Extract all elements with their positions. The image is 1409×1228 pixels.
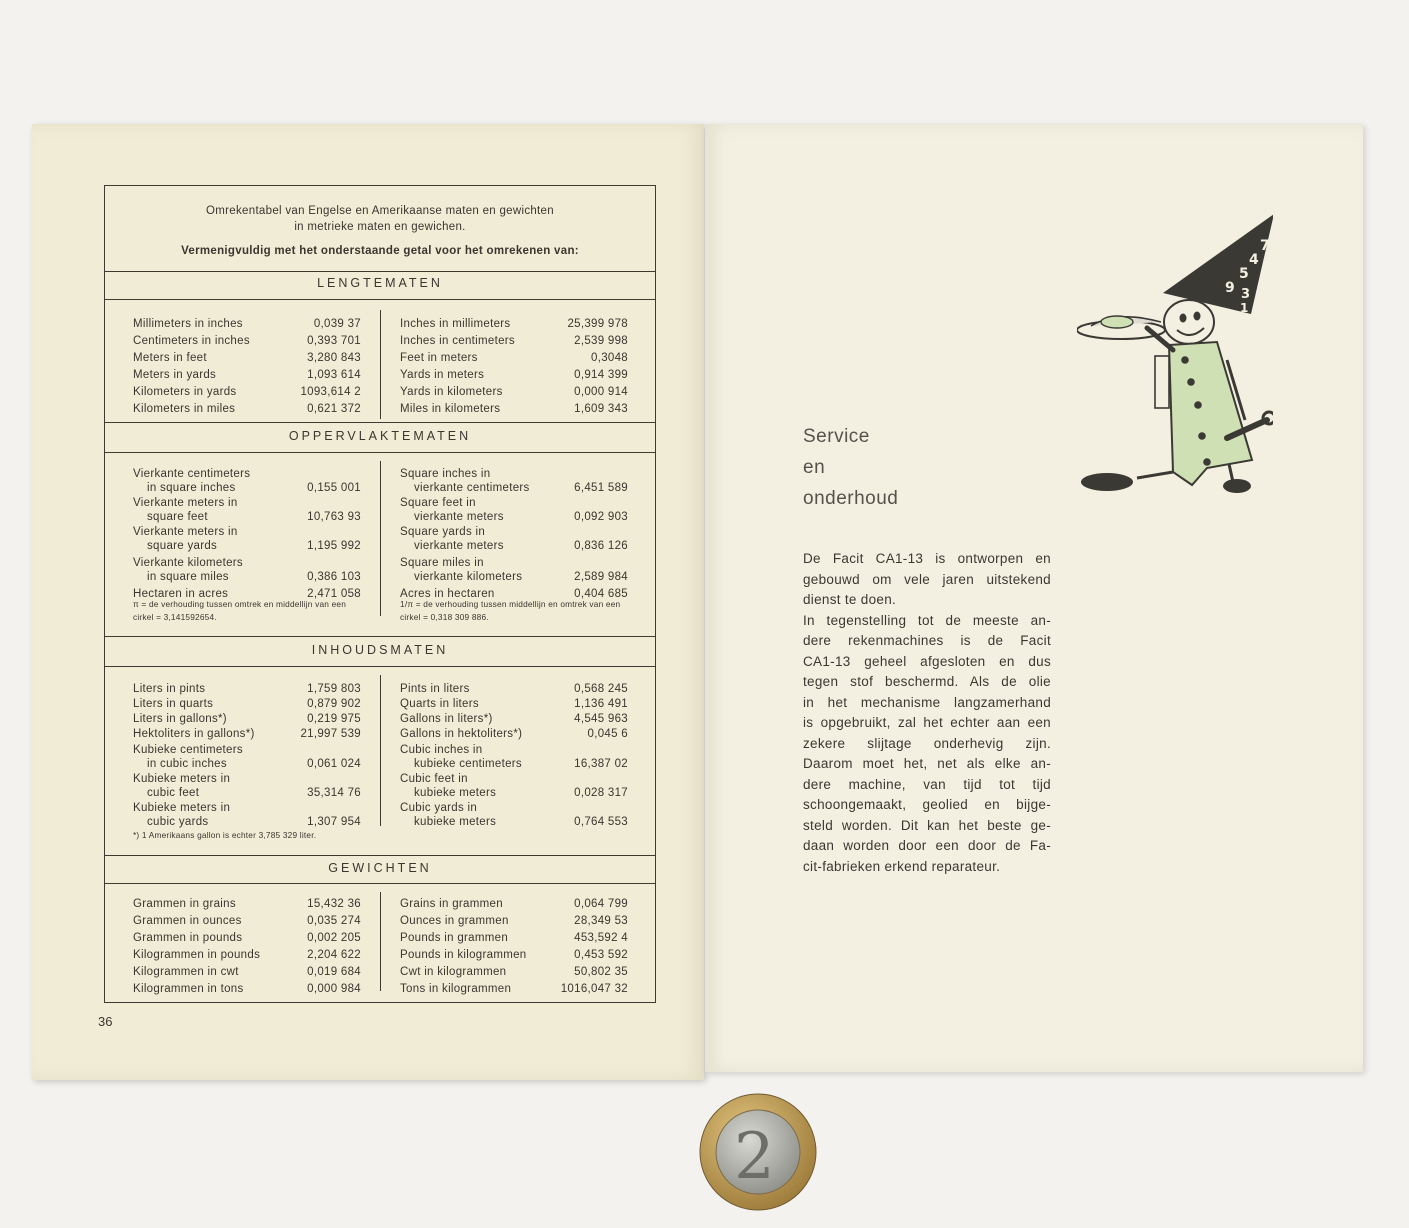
page-number: 36 <box>98 1014 113 1029</box>
conversion-factor: 2,589 984 <box>574 571 628 583</box>
conversion-factor: 0,039 37 <box>313 318 361 330</box>
conversion-factor: 0,453 592 <box>574 949 628 961</box>
section-title-inhoudsmaten: INHOUDSMATEN <box>311 643 449 657</box>
heading-line-2: en <box>803 457 826 478</box>
conversion-label: Vierkante kilometers <box>133 557 243 569</box>
section-rule <box>105 422 655 423</box>
conversion-factor: 0,219 975 <box>307 713 361 725</box>
section-title-gewichten: GEWICHTEN <box>328 861 432 875</box>
conversion-label: Gallons in liters*) <box>400 713 493 725</box>
conversion-factor: 0,404 685 <box>574 588 628 600</box>
body-line: dienst te doen. <box>803 592 897 607</box>
conversion-label: Liters in gallons*) <box>133 713 227 725</box>
napkin <box>1155 356 1169 408</box>
conversion-label: Quarts in liters <box>400 698 479 710</box>
conversion-label: Liters in pints <box>133 683 206 695</box>
conversion-factor: 453,592 4 <box>574 932 628 944</box>
conversion-factor: 0,045 6 <box>587 728 628 740</box>
conversion-factor: 28,349 53 <box>574 915 628 927</box>
mascot-shoe <box>1081 473 1133 491</box>
body-line: cit-fabrieken erkend reparateur. <box>803 858 1001 874</box>
coat-button <box>1203 458 1211 466</box>
conversion-label: Inches in millimeters <box>400 318 511 330</box>
conversion-factor: 15,432 36 <box>307 898 361 910</box>
conversion-label: Acres in hectaren <box>400 588 495 600</box>
conversion-label: Pounds in kilogrammen <box>400 949 527 961</box>
column-divider <box>380 675 381 826</box>
conversion-label-line2: kubieke meters <box>414 787 497 799</box>
conversion-factor: 0,3048 <box>591 352 628 364</box>
conversion-factor: 35,314 76 <box>307 787 361 799</box>
intro-line-1: Omrekentabel van Engelse en Amerikaanse maten en gewichten <box>206 205 554 217</box>
conversion-label-line2: kubieke centimeters <box>414 758 522 770</box>
conversion-label: Yards in kilometers <box>400 386 503 398</box>
conversion-label-line2: vierkante meters <box>414 540 504 552</box>
conversion-label: Kubieke centimeters <box>133 744 243 756</box>
conversion-factor: 1,136 491 <box>574 698 628 710</box>
service-paragraph <box>803 549 1051 877</box>
conversion-factor: 10,763 93 <box>307 511 361 523</box>
conversion-factor: 0,000 984 <box>307 983 361 995</box>
conversion-label: Hektoliters in gallons*) <box>133 728 255 740</box>
conversion-label: Meters in feet <box>133 352 207 364</box>
conversion-label: Cwt in kilogrammen <box>400 966 507 978</box>
column-divider <box>380 892 381 991</box>
conversion-label: Square miles in <box>400 557 484 569</box>
coat-button <box>1187 378 1195 386</box>
hat-digit: 7 <box>1260 238 1270 254</box>
body-line: gebouwd om vele jaren uitstekend <box>803 571 1051 587</box>
conversion-label-line2: in square inches <box>147 482 236 494</box>
conversion-factor: 0,621 372 <box>307 403 361 415</box>
mascot-eye <box>1180 314 1187 323</box>
conversion-factor: 1,759 803 <box>307 683 361 695</box>
conversion-label: Tons in kilogrammen <box>400 983 512 995</box>
conversion-factor: 21,997 539 <box>300 728 361 740</box>
conversion-label: Meters in yards <box>133 369 217 381</box>
conversion-factor: 25,399 978 <box>567 318 628 330</box>
conversion-factor: 0,568 245 <box>574 683 628 695</box>
conversion-factor: 1,609 343 <box>574 403 628 415</box>
conversion-factor: 0,914 399 <box>574 369 628 381</box>
conversion-label: Gallons in hektoliters*) <box>400 728 523 740</box>
conversion-label: Kilometers in yards <box>133 386 237 398</box>
body-line: in het mechanisme langzamerhand <box>803 694 1051 710</box>
mascot-illustration <box>1077 210 1273 500</box>
conversion-factor: 0,764 553 <box>574 816 628 828</box>
coat-button <box>1194 401 1202 409</box>
section-rule <box>105 636 655 637</box>
conversion-label-line2: in square miles <box>147 571 229 583</box>
conversion-factor: 0,386 103 <box>307 571 361 583</box>
body-line: dere rekenmachines is de Facit <box>803 633 1051 648</box>
conversion-factor: 2,204 622 <box>307 949 361 961</box>
coat-button <box>1198 432 1206 440</box>
conversion-factor: 0,028 317 <box>574 787 628 799</box>
body-line: is opgebruikt, zal het echter aan een <box>803 715 1051 730</box>
column-divider <box>380 461 381 616</box>
conversion-factor: 0,000 914 <box>574 386 628 398</box>
conversion-label: Millimeters in inches <box>133 318 243 330</box>
tray-food <box>1101 316 1133 328</box>
section-rule <box>105 666 655 667</box>
conversion-label-line2: square yards <box>147 540 218 552</box>
conversion-label: Ounces in grammen <box>400 915 509 927</box>
mascot-shoe <box>1223 479 1251 493</box>
conversion-table <box>104 185 656 1003</box>
conversion-label: Kilogrammen in cwt <box>133 966 239 978</box>
mascot-body <box>1169 342 1252 485</box>
conversion-label: Vierkante centimeters <box>133 468 251 480</box>
conversion-label-line2: vierkante centimeters <box>414 482 530 494</box>
conversion-factor: 0,002 205 <box>307 932 361 944</box>
intro-instruction: Vermenigvuldig met het onderstaande getal voor het omrekenen van: <box>181 245 579 257</box>
conversion-label: Inches in centimeters <box>400 335 515 347</box>
coat-button <box>1181 356 1189 364</box>
hat-digit: 1 <box>1240 301 1249 315</box>
heading-line-1: Service <box>803 426 870 447</box>
conversion-label-line2: vierkante meters <box>414 511 504 523</box>
body-line: zekere slijtage onderhevig zijn. <box>803 735 1051 751</box>
section-rule <box>105 271 655 272</box>
conversion-factor: 1,195 992 <box>307 540 361 552</box>
conversion-factor: 0,836 126 <box>574 540 628 552</box>
conversion-factor: 0,092 903 <box>574 511 628 523</box>
conversion-factor: 16,387 02 <box>574 758 628 770</box>
conversion-label-line2: cubic yards <box>147 816 209 828</box>
section-rule <box>105 299 655 300</box>
body-line: schoongemaakt, geolied en bijge- <box>803 797 1051 812</box>
conversion-factor: 0,064 799 <box>574 898 628 910</box>
conversion-label: Square yards in <box>400 526 486 538</box>
conversion-factor: 0,393 701 <box>307 335 361 347</box>
hat-digit: 4 <box>1249 252 1259 268</box>
conversion-factor: 50,802 35 <box>574 966 628 978</box>
inverse-pi-note: 1/π = de verhouding tussen middellijn en omtrek van een cirkel = 0,318 309 886. <box>400 599 621 622</box>
conversion-label: Square feet in <box>400 497 476 509</box>
conversion-label: Cubic feet in <box>400 773 468 785</box>
body-line: In tegenstelling tot de meeste an- <box>803 612 1051 628</box>
conversion-label: Hectaren in acres <box>133 588 229 600</box>
conversion-label: Grammen in grains <box>133 898 236 910</box>
conversion-label-line2: kubieke meters <box>414 816 497 828</box>
hat-digit: 3 <box>1241 287 1251 302</box>
conversion-label: Centimeters in inches <box>133 335 250 347</box>
body-line: dere machine, van tijd tot tijd <box>803 776 1051 792</box>
conversion-label: Cubic yards in <box>400 802 478 814</box>
conversion-factor: 0,879 902 <box>307 698 361 710</box>
body-line: Daarom moet het, net als elke an- <box>803 756 1051 771</box>
conversion-label: Kubieke meters in <box>133 802 231 814</box>
conversion-label: Feet in meters <box>400 352 478 364</box>
conversion-factor: 2,471 058 <box>307 588 361 600</box>
section-rule <box>105 452 655 453</box>
conversion-label: Kilometers in miles <box>133 403 236 415</box>
conversion-factor: 0,035 274 <box>307 915 361 927</box>
body-line: De Facit CA1-13 is ontworpen en <box>803 551 1051 566</box>
conversion-label: Pints in liters <box>400 683 470 695</box>
section-title-oppervlaktematen: OPPERVLAKTEMATEN <box>288 429 472 443</box>
gallon-footnote: *) 1 Amerikaans gallon is echter 3,785 329 liter. <box>133 830 317 840</box>
column-divider <box>380 310 381 419</box>
conversion-factor: 1,307 954 <box>307 816 361 828</box>
left-page <box>32 124 704 1080</box>
hat-digit: 5 <box>1239 266 1249 282</box>
conversion-label: Grains in grammen <box>400 898 503 910</box>
conversion-label: Vierkante meters in <box>133 526 238 538</box>
section-rule <box>105 883 655 884</box>
intro-line-2: in metrieke maten en gewichen. <box>294 221 466 233</box>
body-line: tegen stof beschermd. Als de olie <box>803 674 1051 689</box>
mascot-eye <box>1194 312 1201 321</box>
conversion-label: Kubieke meters in <box>133 773 231 785</box>
heading-line-3: onderhoud <box>803 488 899 509</box>
conversion-factor: 0,019 684 <box>307 966 361 978</box>
conversion-label: Grammen in ounces <box>133 915 242 927</box>
conversion-factor: 3,280 843 <box>307 352 361 364</box>
conversion-label: Kilogrammen in pounds <box>133 949 261 961</box>
pi-note: π = de verhouding tussen omtrek en middellijn van een cirkel = 3,141592654. <box>133 599 347 622</box>
conversion-label: Miles in kilometers <box>400 403 501 415</box>
conversion-factor: 2,539 998 <box>574 335 628 347</box>
conversion-factor: 0,155 001 <box>307 482 361 494</box>
section-title-lengtematen: LENGTEMATEN <box>317 276 443 290</box>
conversion-label: Yards in meters <box>400 369 485 381</box>
conversion-factor: 0,061 024 <box>307 758 361 770</box>
body-line: steld worden. Dit kan het beste ge- <box>803 817 1051 833</box>
conversion-factor: 6,451 589 <box>574 482 628 494</box>
euro-coin <box>698 1092 818 1212</box>
conversion-label: Liters in quarts <box>133 698 214 710</box>
conversion-label: Kilogrammen in tons <box>133 983 244 995</box>
conversion-label-line2: vierkante kilometers <box>414 571 523 583</box>
right-page <box>705 124 1363 1072</box>
conversion-label-line2: cubic feet <box>147 787 200 799</box>
section-rule <box>105 855 655 856</box>
conversion-factor: 4,545 963 <box>574 713 628 725</box>
conversion-factor: 1093,614 2 <box>300 386 361 398</box>
mascot-head <box>1164 300 1214 344</box>
conversion-factor: 1,093 614 <box>307 369 361 381</box>
conversion-label-line2: in cubic inches <box>147 758 227 770</box>
conversion-label: Pounds in grammen <box>400 932 509 944</box>
conversion-label: Vierkante meters in <box>133 497 238 509</box>
conversion-label-line2: square feet <box>147 511 208 523</box>
conversion-label: Grammen in pounds <box>133 932 243 944</box>
hat-digit: 9 <box>1225 280 1235 296</box>
conversion-label: Square inches in <box>400 468 491 480</box>
mascot-leg <box>1137 472 1173 478</box>
body-line: CA1-13 geheel afgesloten en dus <box>803 653 1051 669</box>
body-line: daan worden door een door de Fa- <box>803 838 1051 853</box>
mascot-leg <box>1229 464 1233 482</box>
conversion-label: Cubic inches in <box>400 744 483 756</box>
coin-numeral: 2 <box>734 1120 775 1194</box>
conversion-factor: 1016,047 32 <box>560 983 628 995</box>
